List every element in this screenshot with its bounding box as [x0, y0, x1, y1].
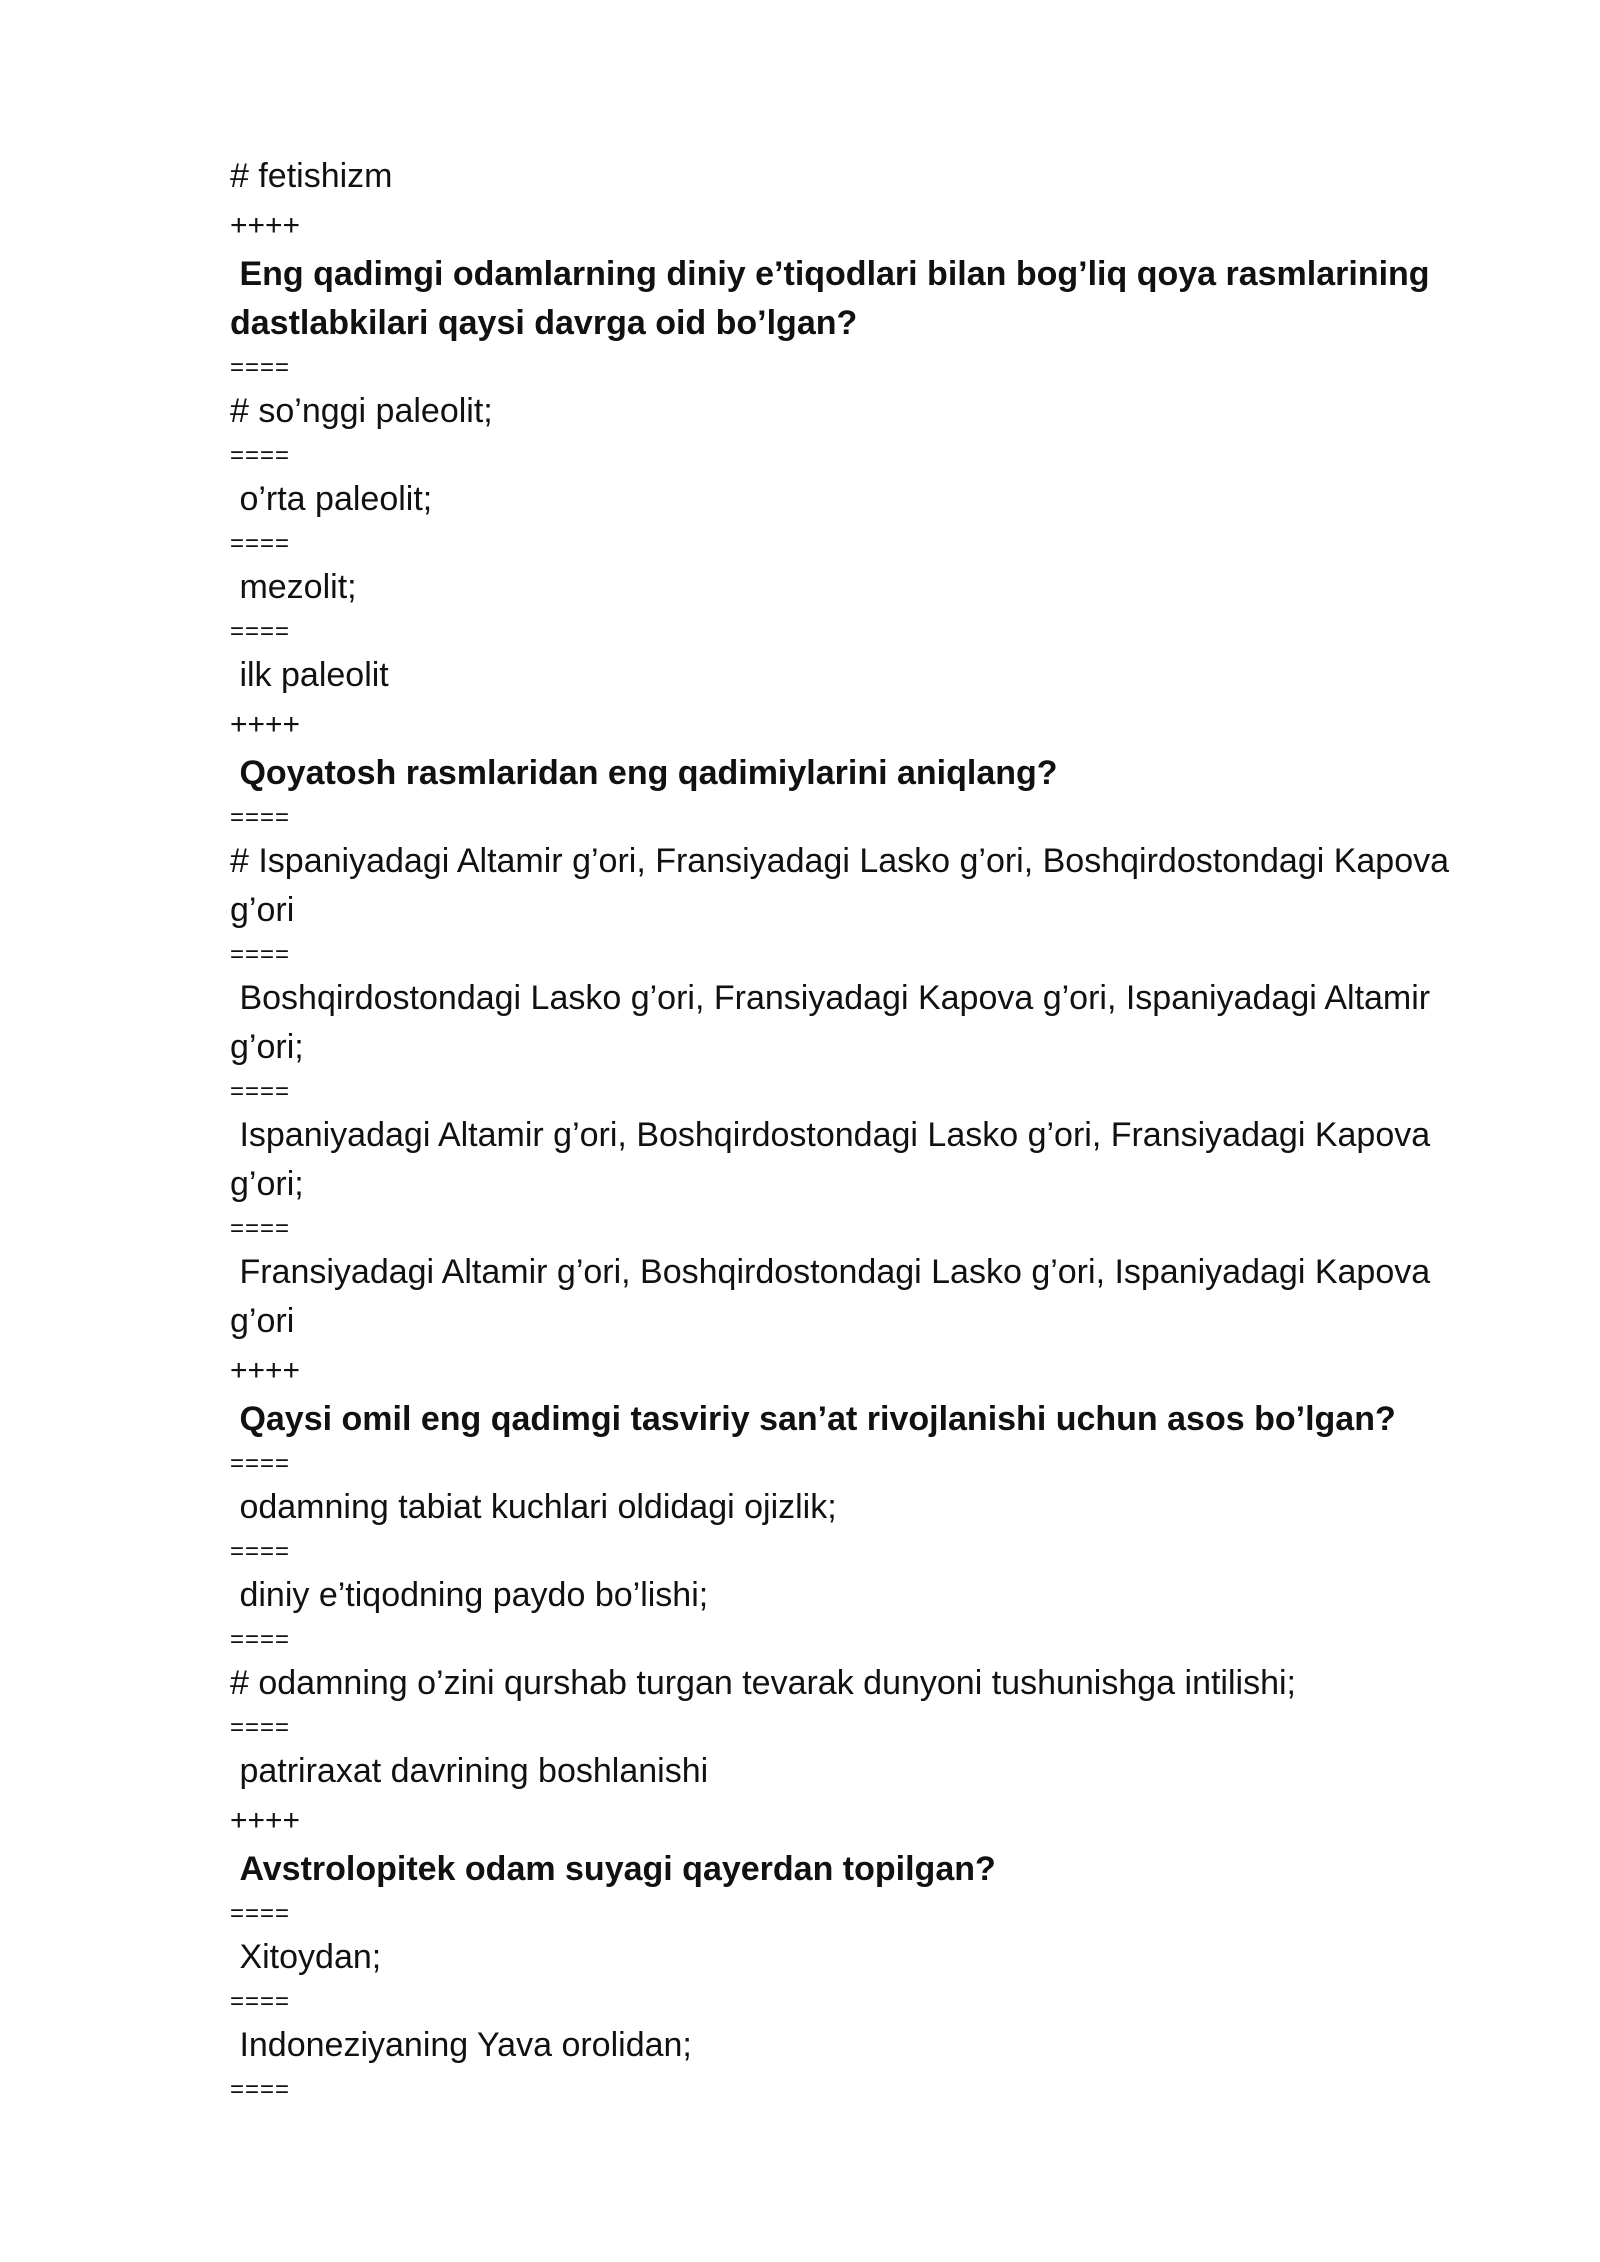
- answer-option: Xitoydan;: [230, 1938, 382, 1976]
- answer-option: Ispaniyadagi Altamir g’ori, Boshqirdostondagi Lasko g’ori, Fransiyadagi Kapova g’ori;: [230, 1116, 1440, 1203]
- option-delimiter: ====: [230, 1626, 291, 1653]
- option-delimiter: ====: [230, 1450, 291, 1477]
- question-text: Qoyatosh rasmlaridan eng qadimiylarini aniqlang?: [230, 754, 1058, 792]
- question-text: Eng qadimgi odamlarning diniy e’tiqodlari bilan bog’liq qoya rasmlarining dastlabkilari qaysi davrga oid bo’lgan?: [230, 255, 1440, 342]
- answer-option: o’rta paleolit;: [230, 480, 433, 518]
- answer-option-correct: # so’nggi paleolit;: [230, 392, 493, 430]
- answer-option-correct: # fetishizm: [230, 157, 393, 195]
- answer-option-correct: # odamning o’zini qurshab turgan tevarak dunyoni tushunishga intilishi;: [230, 1664, 1297, 1702]
- option-delimiter: ====: [230, 1078, 291, 1105]
- answer-option: diniy e’tiqodning paydo bo’lishi;: [230, 1576, 709, 1614]
- answer-option: patriraxat davrining boshlanishi: [230, 1752, 709, 1790]
- question-text: Avstrolopitek odam suyagi qayerdan topilgan?: [230, 1850, 996, 1888]
- answer-option: ilk paleolit: [230, 656, 389, 694]
- answer-option: Indoneziyaning Yava orolidan;: [230, 2026, 692, 2064]
- option-delimiter: ====: [230, 1900, 291, 1927]
- answer-option-correct: # Ispaniyadagi Altamir g’ori, Fransiyadagi Lasko g’ori, Boshqirdostondagi Kapova g’ori: [230, 842, 1459, 929]
- option-delimiter: ====: [230, 530, 291, 557]
- option-delimiter: ====: [230, 2076, 291, 2103]
- option-delimiter: ====: [230, 354, 291, 381]
- question-delimiter: ++++: [230, 209, 301, 242]
- option-delimiter: ====: [230, 1538, 291, 1565]
- document-body: [230, 152, 1470, 2109]
- question-text: Qaysi omil eng qadimgi tasviriy san’at rivojlanishi uchun asos bo’lgan?: [230, 1400, 1396, 1438]
- answer-option: Boshqirdostondagi Lasko g’ori, Fransiyadagi Kapova g’ori, Ispaniyadagi Altamir g’ori;: [230, 979, 1440, 1066]
- answer-option: mezolit;: [230, 568, 357, 606]
- option-delimiter: ====: [230, 442, 291, 469]
- question-delimiter: ++++: [230, 1804, 301, 1837]
- option-delimiter: ====: [230, 804, 291, 831]
- option-delimiter: ====: [230, 1988, 291, 2015]
- option-delimiter: ====: [230, 1714, 291, 1741]
- question-delimiter: ++++: [230, 708, 301, 741]
- answer-option: Fransiyadagi Altamir g’ori, Boshqirdostondagi Lasko g’ori, Ispaniyadagi Kapova g’ori: [230, 1253, 1440, 1340]
- question-delimiter: ++++: [230, 1354, 301, 1387]
- option-delimiter: ====: [230, 941, 291, 968]
- answer-option: odamning tabiat kuchlari oldidagi ojizlik;: [230, 1488, 837, 1526]
- option-delimiter: ====: [230, 1215, 291, 1242]
- option-delimiter: ====: [230, 618, 291, 645]
